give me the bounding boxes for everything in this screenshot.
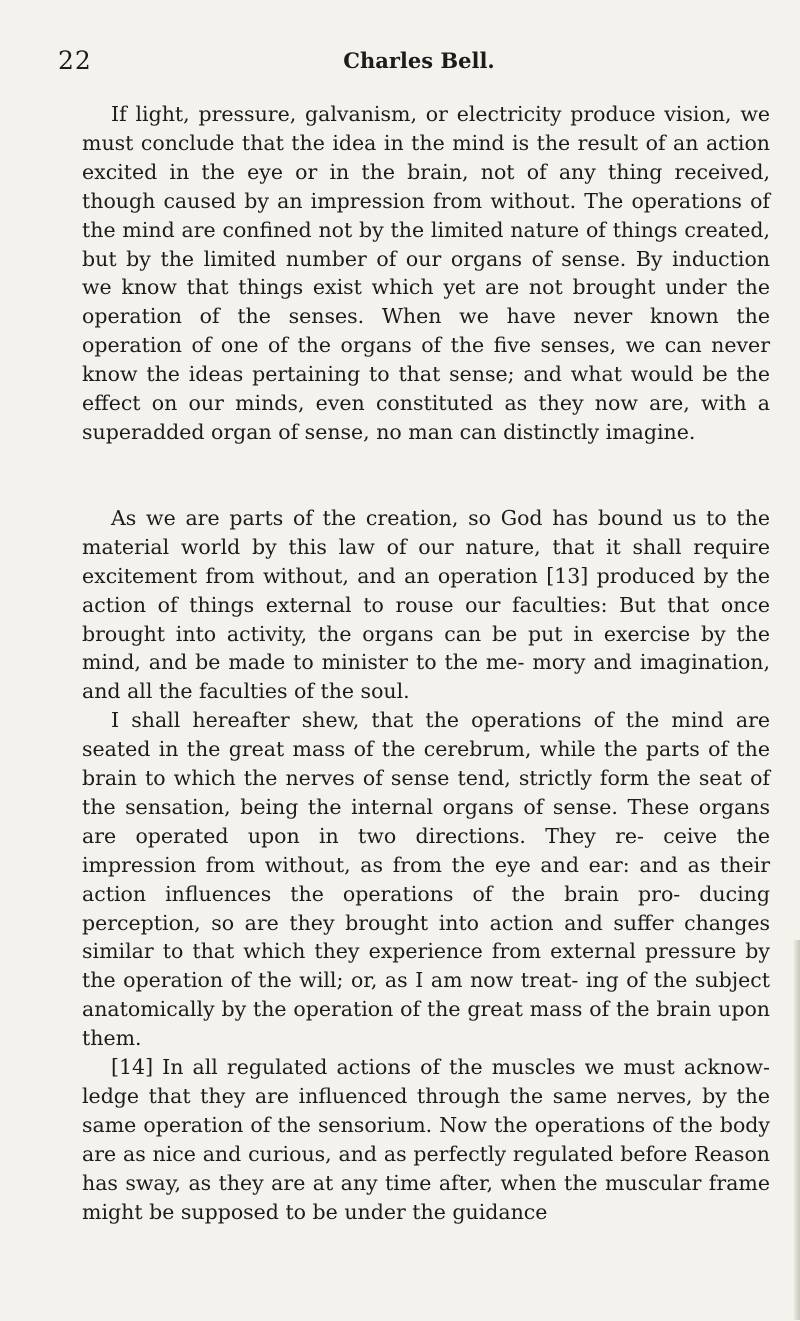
page-header bbox=[58, 46, 758, 86]
body-text bbox=[82, 100, 770, 1227]
paragraph-muscles: [14] In all regulated actions of the muscles we must acknow- ledge that they are influenced through the same nerves, by the same operation of the sensorium. Now the operations of the body are as nice and curious, and as perfectly regulated before Reason has sway, as they are at any time after, when the muscular frame might be supposed to be under the guidance bbox=[82, 1055, 770, 1224]
page-edge-shadow bbox=[794, 940, 800, 1320]
page-number: 22 bbox=[58, 46, 92, 75]
paragraph-operations: I shall hereafter shew, that the operations of the mind are seated in the great mass of the cerebrum, while the parts of the brain to which the nerves of sense tend, strictly form the seat of the sensation, being the internal organs of sense. These organs are operated upon in two directions. They re- ceive the impression from without, as from the eye and ear: and as their action influences the operations of the brain pro- ducing perception, so are they brought into action and suffer changes similar to that which they experience from external pressure by the operation of the will; or, as I am now treat- ing of the subject anatomically by the operation of the great mass of the brain upon them. bbox=[82, 708, 770, 1051]
paragraph-vision: If light, pressure, galvanism, or electricity produce vision, we must conclude that the idea in the mind is the result of an action excited in the eye or in the brain, not of any thing received, though caused by an impression from without. The operations of the mind are confined not by the limited nature of things created, but by the limited number of our organs of sense. By induction we know that things exist which yet are not brought under the operation of the senses. When we have never known the operation of one of the organs of the five senses, we can never know the ideas pertaining to that sense; and what would be the effect on our minds, even constituted as they now are, with a superadded organ of sense, no man can distinctly imagine. bbox=[82, 102, 770, 444]
running-title: Charles Bell. bbox=[343, 48, 495, 73]
paragraph-creation: As we are parts of the creation, so God has bound us to the material world by this law of our nature, that it shall require excitement from without, and an operation [13] produced by the action of things external to rouse our faculties: But that once brought into activity, the organs can be put in exercise by the mind, and be made to minister to the me- mory and imagination, and all the faculties of the soul. bbox=[82, 505, 770, 704]
